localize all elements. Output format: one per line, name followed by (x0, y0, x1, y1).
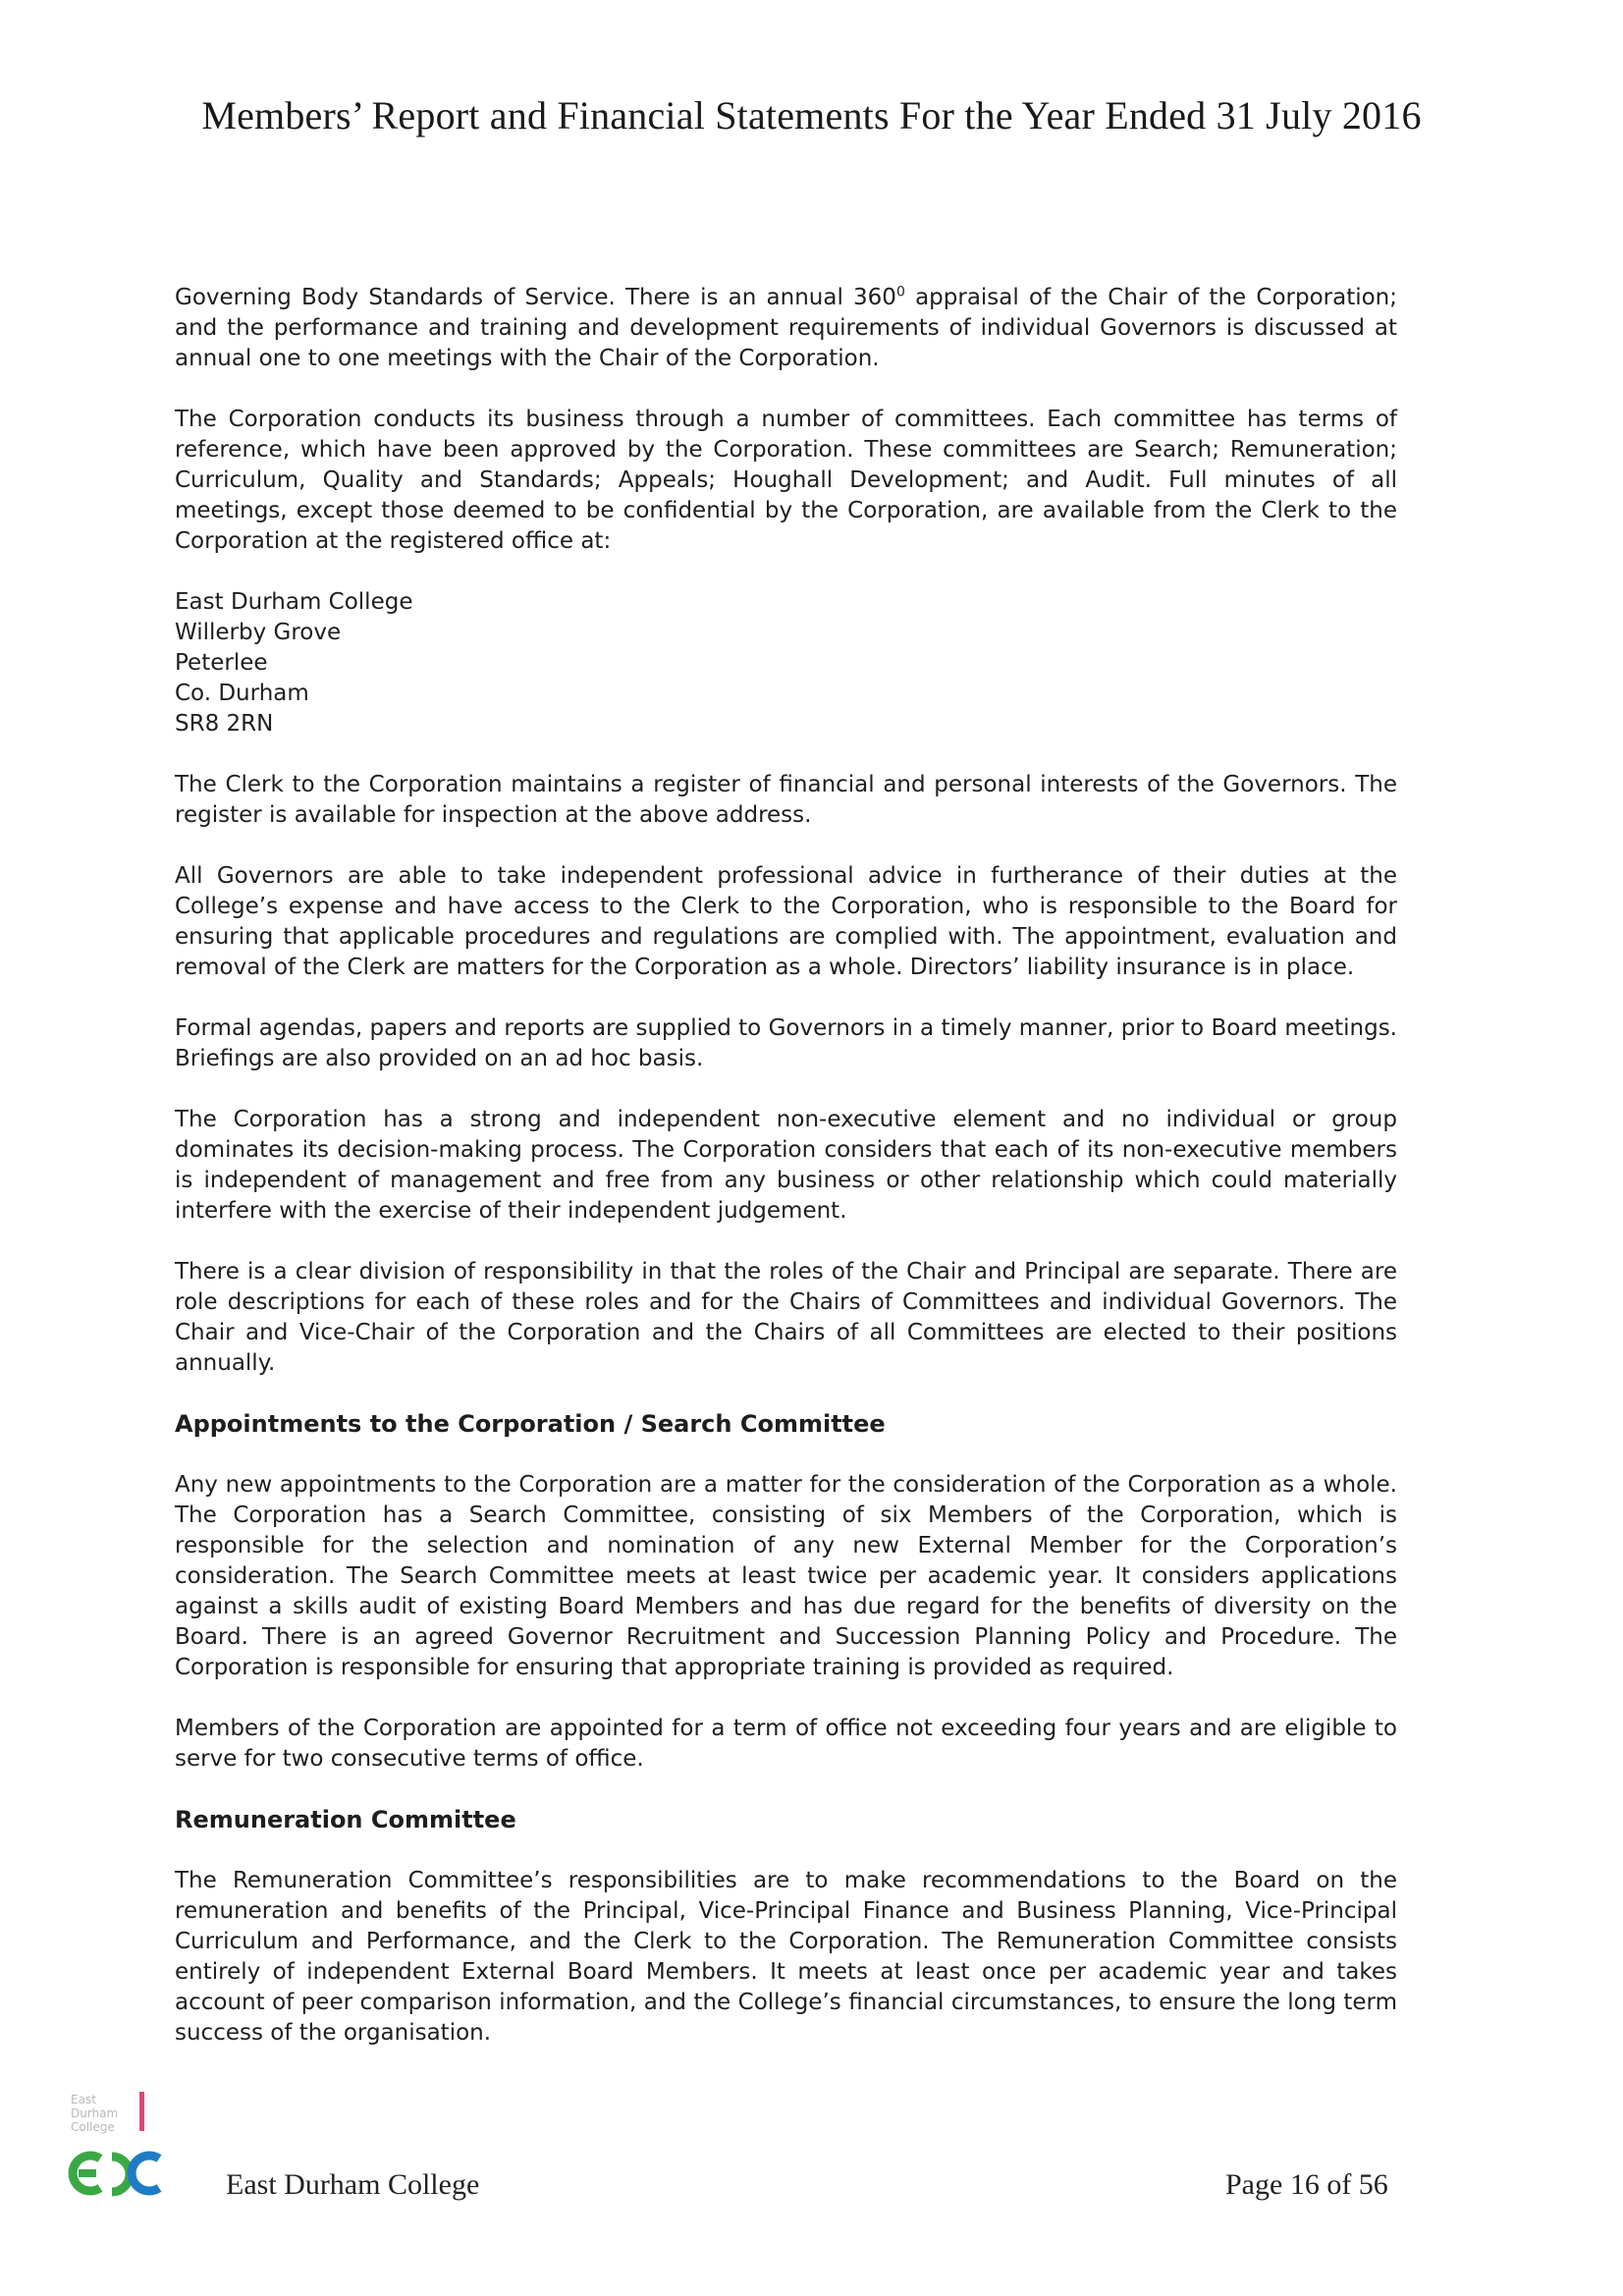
paragraph-committees: The Corporation conducts its business through a number of committees. Each committee has terms of reference, which have been approved by the Corporation. These committees are Search; Remuneration; Curriculum, Quality and Standards; Appeals; Houghall Development; and Audit. Full minutes of all meetings, except those deemed to be confidential by the Corporation, are available from the Clerk to the Corporation at the registered office at: (175, 407, 1397, 554)
svg-text:Durham: Durham (71, 2106, 119, 2120)
page-title: Members’ Report and Financial Statements For the Year Ended 31 July 2016 (201, 93, 1422, 137)
body-text (175, 283, 1397, 2049)
paragraph-appointments: Any new appointments to the Corporation are a matter for the consideration of the Corporation as a whole. The Corporation has a Search Committee, consisting of six Members of the Corporation, which is responsible for the selection and nomination of any new External Member for the Corporation’s consideration. The Search Committee meets at least twice per academic year. It considers applications against a skills audit of existing Board Members and has due regard for the benefits of diversity on the Board. There is an agreed Governor Recruitment and Succession Planning Policy and Procedure. The Corporation is responsible for ensuring that appropriate training is provided as required. (175, 1472, 1397, 1680)
paragraph-remuneration: The Remuneration Committee’s responsibilities are to make recommendations to the Board on the remuneration and benefits of the Principal, Vice-Principal Finance and Business Planning, Vice-Principal Curriculum and Performance, and the Clerk to the Corporation. The Remuneration Committee consists entirely of independent External Board Members. It meets at least once per academic year and takes account of peer comparison information, and the College’s financial circumstances, to ensure the long term success of the organisation. (175, 1868, 1397, 2046)
paragraph-register: The Clerk to the Corporation maintains a register of financial and personal interests of the Governors. The register is available for inspection at the above address. (175, 772, 1397, 828)
registered-address (175, 587, 1397, 739)
address-line: Peterlee (175, 650, 268, 676)
heading-appointments: Appointments to the Corporation / Search Committee (175, 1410, 886, 1438)
footer-page-number: Page 16 of 56 (1225, 2168, 1388, 2201)
heading-remuneration: Remuneration Committee (175, 1806, 516, 1833)
college-logo (61, 2086, 179, 2214)
degree-superscript: 0 (895, 284, 905, 301)
paragraph-standards-text-a: Governing Body Standards of Service. There is an annual 360 (175, 285, 896, 310)
paragraph-responsibility: There is a clear division of responsibility in that the roles of the Chair and Principal are separate. There are role descriptions for each of these roles and for the Chairs of Committees and individual Governors. The Chair and Vice-Chair of the Corporation and the Chairs of all Committees are elected to their positions annually. (175, 1259, 1397, 1376)
paragraph-standards-text-b: appraisal of the Chair of the Corporation; and the performance and training and development requirements of individual Governors is discussed at annual one to one meetings with the Chair of the Corporation. (175, 285, 1397, 371)
paragraph-agendas: Formal agendas, papers and reports are supplied to Governors in a timely manner, prior to Board meetings. Briefings are also provided on an ad hoc basis. (175, 1015, 1397, 1071)
svg-text:East: East (71, 2093, 96, 2106)
paragraph-terms: Members of the Corporation are appointed for a term of office not exceeding four years and are eligible to serve for two consecutive terms of office. (175, 1716, 1397, 1772)
address-line: Willerby Grove (175, 620, 342, 645)
edc-logo-icon (61, 2086, 179, 2214)
address-line: SR8 2RN (175, 711, 274, 737)
paragraph-advice: All Governors are able to take independent professional advice in furtherance of their duties at the College’s expense and have access to the Clerk to the Corporation, who is responsible to the Board for ensuring that applicable procedures and regulations are complied with. The appointment, evaluation and removal of the Clerk are matters for the Corporation as a whole. Directors’ liability insurance is in place. (175, 863, 1397, 980)
paragraph-standards (175, 283, 1397, 374)
address-line: Co. Durham (175, 681, 309, 706)
paragraph-non-executive: The Corporation has a strong and independent non-executive element and no individual or group dominates its decision-making process. The Corporation considers that each of its non-executive members is independent of management and free from any business or other relationship which could materially interfere with the exercise of their independent judgement. (175, 1107, 1397, 1224)
svg-text:College: College (71, 2120, 115, 2134)
footer-college-name: East Durham College (226, 2168, 480, 2201)
address-line: East Durham College (175, 589, 413, 615)
